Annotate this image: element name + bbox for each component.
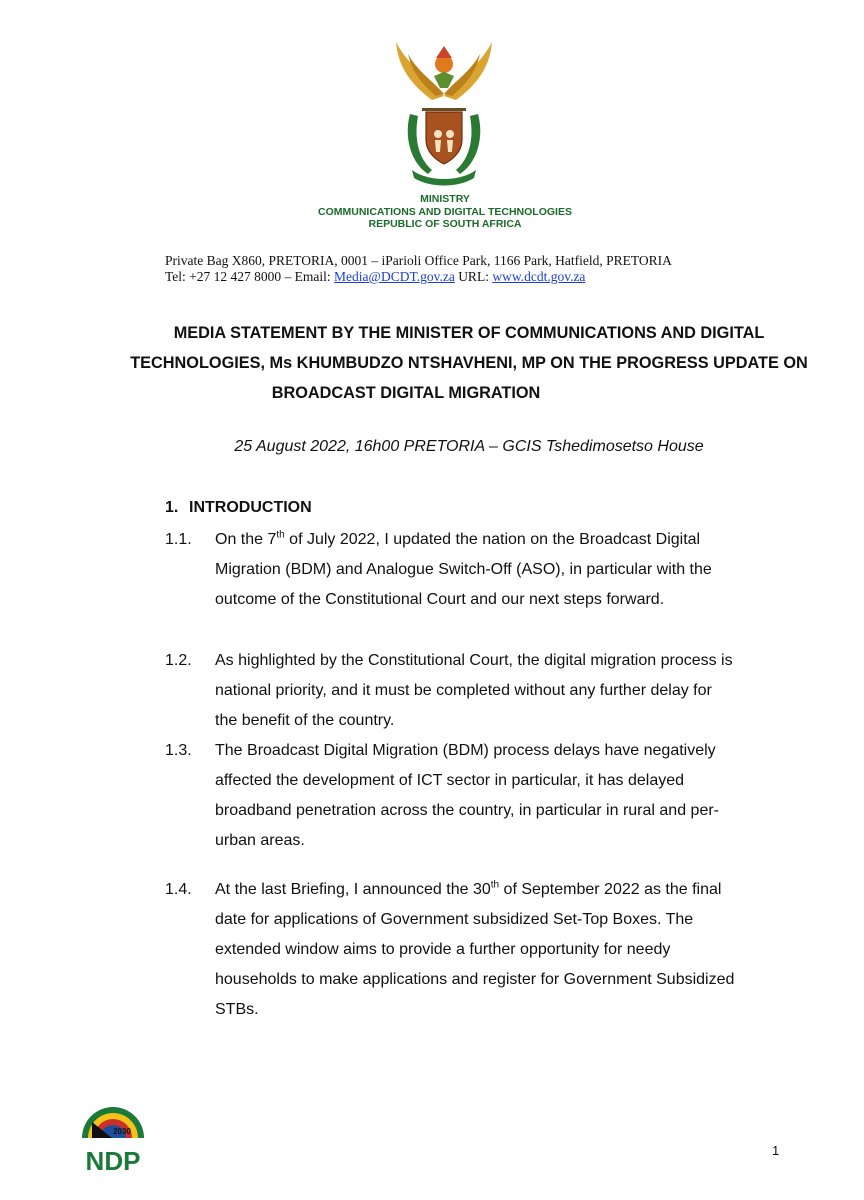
paragraph-line: date for applications of Government subsidized Set-Top Boxes. The [215, 911, 694, 928]
ordinal-suffix: th [490, 879, 500, 891]
section-number: 1. [165, 499, 179, 516]
paragraph-line: the benefit of the country. [215, 712, 395, 729]
paragraph-number: 1.3. [165, 742, 192, 759]
ndp-label: NDP [85, 1146, 141, 1176]
paragraph-line [215, 881, 721, 898]
paragraph-number: 1.2. [165, 652, 192, 669]
paragraph-number: 1.1. [165, 531, 192, 548]
url-prefix: URL: [454, 269, 493, 284]
title-line: BROADCAST DIGITAL MIGRATION [271, 384, 541, 402]
website-link[interactable]: www.dcdt.gov.za [492, 269, 586, 284]
line-part: of July 2022, I updated the nation on the Broadcast Digital [284, 531, 701, 548]
paragraph [165, 736, 785, 856]
contact-prefix: Tel: +27 12 427 8000 – Email: [165, 269, 335, 284]
line-part: of September 2022 as the final [499, 881, 722, 898]
statement-title [100, 318, 838, 408]
ndp-year: 2030 [113, 1127, 131, 1136]
section-heading [165, 499, 312, 517]
ministry-header [0, 193, 864, 231]
title-line: MEDIA STATEMENT BY THE MINISTER OF COMMUNICATIONS AND DIGITAL [173, 324, 765, 342]
page-number: 1 [772, 1143, 780, 1158]
coat-of-arms-icon [388, 36, 500, 186]
ministry-department: COMMUNICATIONS AND DIGITAL TECHNOLOGIES [318, 205, 572, 218]
paragraph [165, 525, 785, 615]
paragraph-line: national priority, and it must be completed without any further delay for [215, 682, 712, 699]
paragraph-line: STBs. [215, 1001, 259, 1018]
paragraph-line: households to make applications and register for Government Subsidized [215, 971, 735, 988]
line-part: On the 7 [215, 531, 277, 548]
ministry-country: REPUBLIC OF SOUTH AFRICA [368, 218, 522, 230]
line-part: At the last Briefing, I announced the 30 [215, 881, 491, 898]
ordinal-suffix: th [276, 529, 285, 541]
paragraph-line: urban areas. [215, 832, 305, 849]
paragraph-text [215, 525, 785, 615]
paragraph-text [215, 646, 785, 736]
paragraph-line: outcome of the Constitutional Court and our next steps forward. [215, 591, 665, 608]
contact-block [165, 253, 785, 285]
contact-line [165, 269, 785, 285]
email-link[interactable]: Media@DCDT.gov.za [334, 269, 455, 284]
paragraph-line: broadband penetration across the country, in particular in rural and per- [215, 802, 719, 819]
paragraph [165, 646, 785, 736]
ndp-logo-icon [78, 1104, 148, 1176]
ministry-label: MINISTRY [420, 193, 470, 205]
paragraph [165, 875, 785, 1025]
paragraph-text [215, 736, 785, 856]
paragraph-line: extended window aims to provide a further opportunity for needy [215, 941, 671, 958]
postal-address: Private Bag X860, PRETORIA, 0001 – iParioli Office Park, 1166 Park, Hatfield, PRETORIA [165, 253, 672, 268]
dateline: 25 August 2022, 16h00 PRETORIA – GCIS Tshedimosetso House [234, 438, 704, 455]
title-line: TECHNOLOGIES, Ms KHUMBUDZO NTSHAVHENI, MP ON THE PROGRESS UPDATE ON [130, 354, 808, 372]
section-title: INTRODUCTION [189, 499, 312, 516]
paragraph-number: 1.4. [165, 881, 192, 898]
paragraph-line: As highlighted by the Constitutional Court, the digital migration process is [215, 652, 733, 669]
paragraph-line [215, 531, 700, 548]
paragraph-line: The Broadcast Digital Migration (BDM) process delays have negatively [215, 742, 716, 759]
paragraph-line: Migration (BDM) and Analogue Switch-Off (ASO), in particular with the [215, 561, 712, 578]
paragraph-text [215, 875, 785, 1025]
paragraph-line: affected the development of ICT sector in particular, it has delayed [215, 772, 685, 789]
